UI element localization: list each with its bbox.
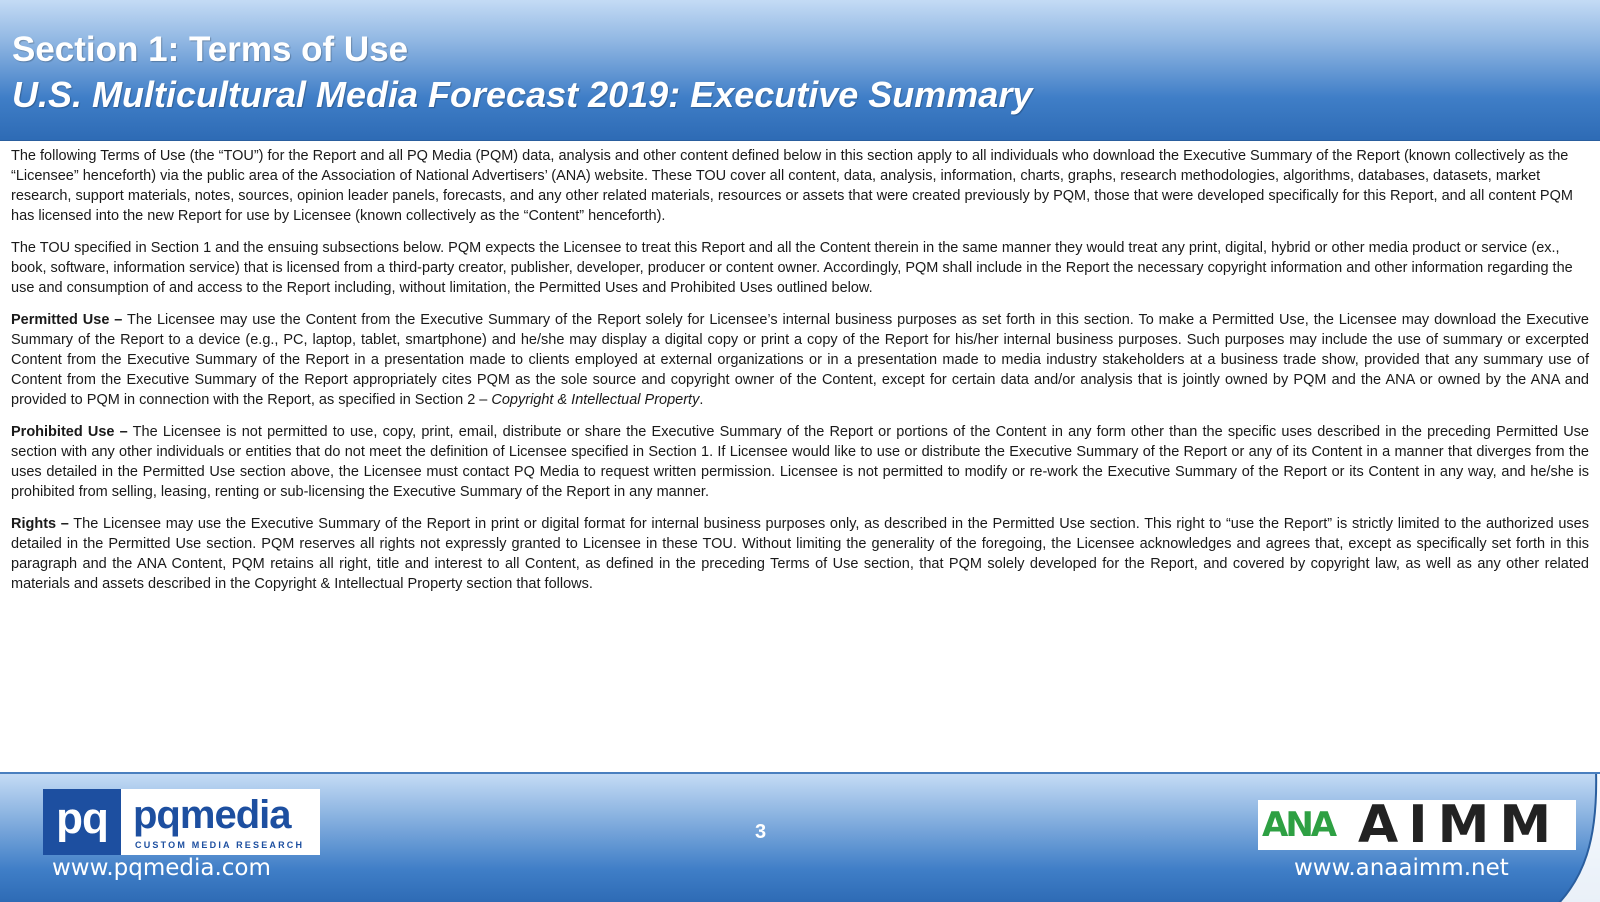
pq-media-url[interactable]: www.pqmedia.com (52, 855, 271, 881)
section-title: Section 1: Terms of Use (12, 30, 409, 69)
ana-aimm-url[interactable]: www.anaaimm.net (1294, 855, 1509, 881)
ana-logo-mark: ANA (1262, 805, 1335, 845)
permitted-use-heading: Permitted Use – (11, 312, 123, 328)
aimm-logo-wordmark: AIMM (1358, 795, 1562, 855)
report-title: U.S. Multicultural Media Forecast 2019: Executive Summary (12, 74, 1033, 115)
rights-paragraph (11, 514, 1589, 594)
rights-heading: Rights – (11, 516, 69, 532)
pq-logo-word-media: media (179, 793, 291, 837)
slide-footer (0, 772, 1600, 902)
pq-logo-mark: pq (43, 789, 121, 855)
copyright-section-reference: Copyright & Intellectual Property (491, 392, 700, 408)
rights-text: The Licensee may use the Executive Summary of the Report in print or digital format for internal business purposes only, as described in the Permitted Use section. This right to “use the Report” is strictly limited to the authorized uses detailed in the Permitted Use section. PQM reserves all rights not expressly granted to Licensee in these TOU. Without limiting the generality of the foregoing, the Licensee acknowledges and agrees that, except as specifically set forth in this paragraph and the ANA Content, PQM retains all right, title and interest to all Content, as defined in the preceding Terms of Use section, that PQM solely developed for the Report, and covered by copyright law, as well as any other related materials and assets described in the Copyright & Intellectual Property section that follows. (11, 516, 1589, 592)
permitted-use-text: The Licensee may use the Content from the Executive Summary of the Report solely for Licensee’s internal business purposes as set forth in this section. To make a Permitted Use, the Licensee may download the Executive Summary of the Report to a device (e.g., PC, laptop, tablet, smartphone) and he/she may display a digital copy or print a copy of the Report for his/her internal business purposes. Such purposes may include the use of summary or excerpted Content from the Executive Summary of the Report in a presentation made to clients employed at external organizations or in a presentation made to media industry stakeholders at a business trade show, provided that any summary use of Content from the Executive Summary of the Report appropriately cites PQM as the sole source and copyright owner of the Content, except for certain data and/or analysis that is jointly owned by PQM and the ANA or owned by the ANA and provided to PQM in connection with the Report, as specified in Section 2 – (11, 312, 1590, 408)
prohibited-use-paragraph (11, 422, 1589, 502)
intro-paragraph-1: The following Terms of Use (the “TOU”) for the Report and all PQ Media (PQM) data, analysis and other content defined below in this section apply to all individuals who download the Executive Summary of the Report (known collectively as the “Licensee” henceforth) via the public area of the Association of National Advertisers’ (ANA) website. These TOU cover all content, data, analysis, information, charts, graphs, research methodologies, algorithms, databases, datasets, market research, support materials, notes, sources, opinion leader panels, forecasts, and any other related materials, resources or assets that were created previously by PQM, those that were developed specifically for this Report, and all content PQM has licensed into the new Report for use by Licensee (known collectively as the “Content” henceforth). (11, 148, 1573, 224)
terms-body (11, 146, 1589, 606)
slide-header (0, 0, 1600, 141)
permitted-use-paragraph (11, 310, 1589, 410)
prohibited-use-text: The Licensee is not permitted to use, copy, print, email, distribute or share the Executive Summary of the Report or portions of the Content in any form other than the specific uses described in the preceding Permitted Use section with any other individuals or entities that do not meet the definition of Licensee specified in Section 1. If Licensee would like to use or distribute the Executive Summary of the Report or any of its Content in a manner that diverges from the uses detailed in the Permitted Use section above, the Licensee must contact PQ Media to request written permission. Licensee is not permitted to modify or re-work the Executive Summary of the Report or its Content in any way, and he/she is prohibited from selling, leasing, renting or sub-licensing the Executive Summary of the Report in any manner. (11, 424, 1589, 500)
page-number: 3 (755, 821, 767, 843)
pq-logo-word-pq: pq (133, 793, 180, 837)
pq-media-logo (43, 789, 320, 855)
pq-logo-wordmark (133, 791, 290, 839)
permitted-use-end: . (699, 392, 704, 408)
intro-paragraph-2: The TOU specified in Section 1 and the ensuing subsections below. PQM expects the Licensee to treat this Report and all the Content therein in the same manner they would treat any print, digital, hybrid or other media product or service (ex., book, software, information service) that is licensed from a third-party creator, publisher, developer, producer or content owner. Accordingly, PQM shall include in the Report the necessary copyright information and other information regarding the use and consumption of and access to the Report including, without limitation, the Permitted Uses and Prohibited Uses outlined below. (11, 240, 1573, 296)
ana-aimm-logo (1258, 795, 1576, 855)
prohibited-use-heading: Prohibited Use – (11, 424, 128, 440)
pq-logo-tagline: CUSTOM MEDIA RESEARCH (135, 840, 305, 850)
